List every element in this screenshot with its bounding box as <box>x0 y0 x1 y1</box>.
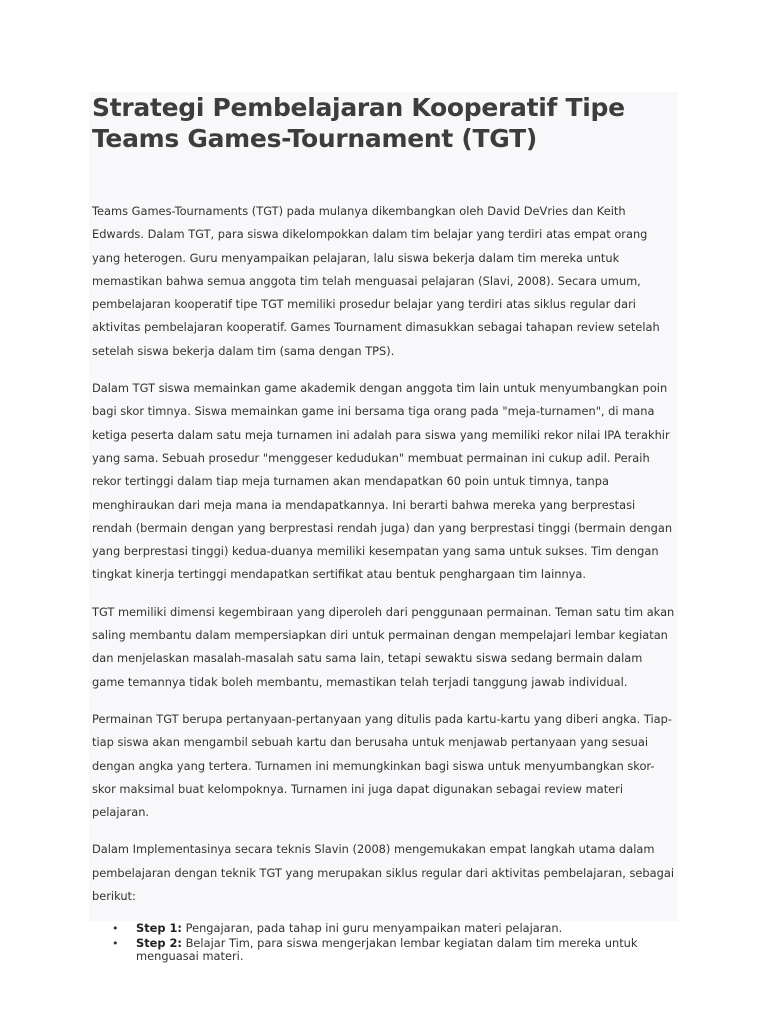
step-label: Step 1: <box>136 921 182 936</box>
paragraph: Teams Games-Tournaments (TGT) pada mulanya dikembangkan oleh David DeVries dan Keith Edwards. Dalam TGT, para siswa dikelompokkan dalam tim belajar yang terdiri atas empat orang yang heterogen. Guru menyampaikan pelajaran, lalu siswa bekerja dalam tim mereka untuk memastikan bahwa semua anggota tim telah menguasai pelajaran (Slavi, 2008). Secara umum, pembelajaran kooperatif tipe TGT memiliki prosedur belajar yang terdiri atas siklus regular dari aktivitas pembelajaran kooperatif. Games Tournament dimasukkan sebagai tahapan review setelah setelah siswa bekerja dalam tim (sama dengan TPS). <box>92 204 660 358</box>
list-item <box>92 922 678 935</box>
paragraph: TGT memiliki dimensi kegembiraan yang diperoleh dari penggunaan permainan. Teman satu tim akan saling membantu dalam mempersiapkan diri untuk permainan dengan mempelajari lembar kegiatan dan menjelaskan masalah-masalah satu sama lain, tetapi sewaktu siswa sedang bermain dalam game temannya tidak boleh membantu, memastikan telah terjadi tanggung jawab individual. <box>92 604 675 689</box>
paragraph: Dalam Implementasinya secara teknis Slavin (2008) mengemukakan empat langkah utama dalam pembelajaran dengan teknik TGT yang merupakan siklus regular dari aktivitas pembelajaran, sebagai berikut: <box>92 842 675 904</box>
bullet-icon: • <box>112 937 119 951</box>
paragraph: Permainan TGT berupa pertanyaan-pertanyaan yang ditulis pada kartu-kartu yang diberi angka. Tiap-tiap siswa akan mengambil sebuah kartu dan berusaha untuk menjawab pertanyaan yang sesuai dengan angka yang tertera. Turnamen ini memungkinkan bagi siswa untuk menyumbangkan skor-skor maksimal buat kelompoknya. Turnamen ini juga dapat digunakan sebagai review materi pelajaran. <box>92 711 672 820</box>
steps-list <box>92 922 678 963</box>
bullet-icon: • <box>112 922 119 936</box>
paragraph: Dalam TGT siswa memainkan game akademik dengan anggota tim lain untuk menyumbangkan poin bagi skor timnya. Siswa memainkan game ini bersama tiga orang pada "meja-turnamen", di mana ketiga peserta dalam satu meja turnamen ini adalah para siswa yang memiliki rekor nilai IPA terakhir yang sama. Sebuah prosedur "menggeser kedudukan" membuat permainan ini cukup adil. Peraih rekor tertinggi dalam tiap meja turnamen akan mendapatkan 60 poin untuk timnya, tanpa menghiraukan dari meja mana ia mendapatkannya. Ini berarti bahwa mereka yang berprestasi rendah (bermain dengan yang berprestasi rendah juga) dan yang berprestasi tinggi (bermain dengan yang berprestasi tinggi) kedua-duanya memiliki kesempatan yang sama untuk sukses. Tim dengan tingkat kinerja tertinggi mendapatkan sertifikat atau bentuk penghargaan tim lainnya. <box>92 381 673 582</box>
list-item <box>92 937 678 963</box>
step-label: Step 2: <box>136 936 182 951</box>
article <box>92 92 678 965</box>
step-text: Belajar Tim, para siswa mengerjakan lembar kegiatan dalam tim mereka untuk menguasai materi. <box>136 936 638 964</box>
step-text: Pengajaran, pada tahap ini guru menyampaikan materi pelajaran. <box>181 921 563 936</box>
article-title: Strategi Pembelajaran Kooperatif Tipe Teams Games-Tournament (TGT) <box>92 93 625 153</box>
